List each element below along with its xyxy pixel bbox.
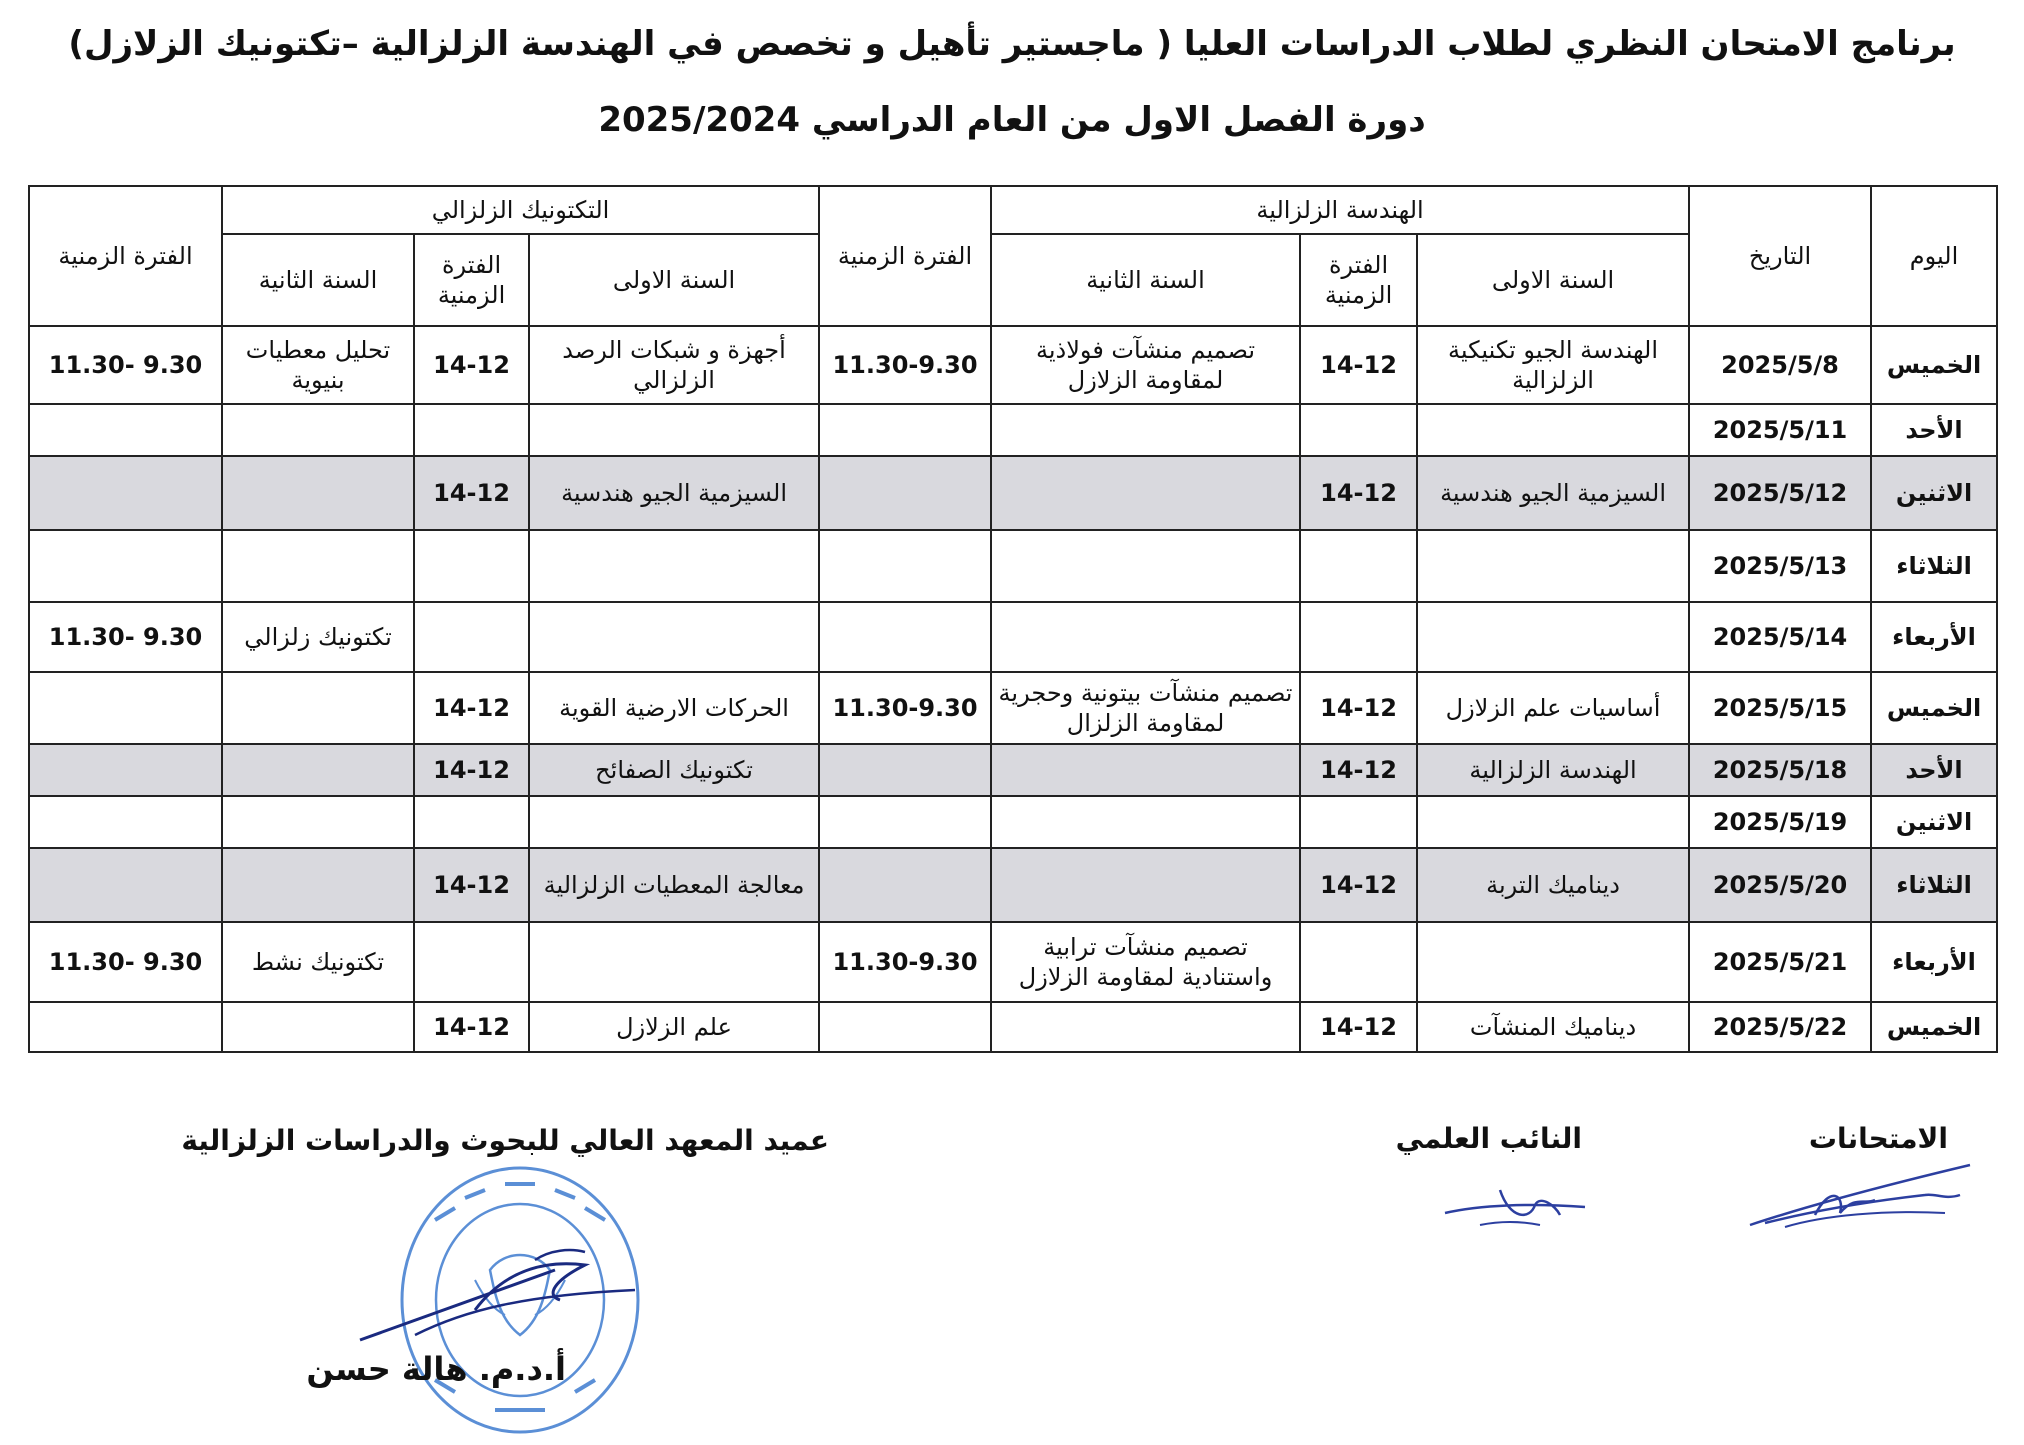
eng-year2-course <box>991 404 1300 456</box>
tect-year1-period: 14-12 <box>414 744 529 796</box>
header-day: اليوم <box>1871 186 1997 326</box>
tect-year2-period <box>29 796 222 848</box>
eng-year2-period: 11.30-9.30 <box>819 922 991 1002</box>
tect-year1-period <box>414 796 529 848</box>
table-row <box>29 456 1997 530</box>
eng-year1-course: السيزمية الجيو هندسية <box>1417 456 1689 530</box>
tect-year2-period <box>29 1002 222 1052</box>
exams-signature <box>1745 1155 1975 1235</box>
deputy-signature <box>1440 1175 1590 1235</box>
day-cell: الاثنين <box>1871 456 1997 530</box>
eng-year2-course <box>991 1002 1300 1052</box>
eng-year1-period <box>1300 922 1417 1002</box>
table-row <box>29 744 1997 796</box>
eng-year1-course: ديناميك المنشآت <box>1417 1002 1689 1052</box>
table-row <box>29 404 1997 456</box>
header-eng-year1: السنة الاولى <box>1417 234 1689 326</box>
tect-year1-course <box>529 530 819 602</box>
header-eng-year1-period: الفترة الزمنية <box>1300 234 1417 326</box>
tect-year2-course <box>222 404 414 456</box>
tect-year2-course <box>222 456 414 530</box>
eng-year2-period: 11.30-9.30 <box>819 672 991 744</box>
tect-year1-course: علم الزلازل <box>529 1002 819 1052</box>
tect-year1-period <box>414 404 529 456</box>
eng-year2-period <box>819 848 991 922</box>
header-tect-year1: السنة الاولى <box>529 234 819 326</box>
header-eng-year2-period: الفترة الزمنية <box>819 186 991 326</box>
table-row <box>29 922 1997 1002</box>
eng-year2-period <box>819 1002 991 1052</box>
day-cell: الخميس <box>1871 1002 1997 1052</box>
day-cell: الأربعاء <box>1871 602 1997 672</box>
tect-year2-period <box>29 672 222 744</box>
tect-year1-course: معالجة المعطيات الزلزالية <box>529 848 819 922</box>
eng-year2-course <box>991 796 1300 848</box>
day-cell: الثلاثاء <box>1871 848 1997 922</box>
day-cell: الثلاثاء <box>1871 530 1997 602</box>
date-cell: 2025/5/8 <box>1689 326 1871 404</box>
eng-year1-course <box>1417 796 1689 848</box>
table-row <box>29 602 1997 672</box>
eng-year1-course: الهندسة الجيو تكنيكية الزلزالية <box>1417 326 1689 404</box>
date-cell: 2025/5/19 <box>1689 796 1871 848</box>
eng-year2-course: تصميم منشآت فولاذية لمقاومة الزلازل <box>991 326 1300 404</box>
exams-signature-label: الامتحانات <box>1808 1122 1948 1155</box>
tect-year1-period: 14-12 <box>414 672 529 744</box>
eng-year2-period <box>819 744 991 796</box>
eng-year1-course <box>1417 922 1689 1002</box>
deputy-signature-label: النائب العلمي <box>1395 1122 1582 1155</box>
eng-year2-period <box>819 530 991 602</box>
eng-year1-period <box>1300 602 1417 672</box>
eng-year1-period <box>1300 530 1417 602</box>
eng-year2-period <box>819 404 991 456</box>
day-cell: الخميس <box>1871 672 1997 744</box>
dean-name: أ.د.م. هالة حسن <box>306 1350 566 1388</box>
eng-year1-course <box>1417 404 1689 456</box>
tect-year2-period: 9.30 -11.30 <box>29 602 222 672</box>
eng-year2-course <box>991 848 1300 922</box>
eng-year1-course <box>1417 530 1689 602</box>
eng-year2-course <box>991 456 1300 530</box>
tect-year1-period: 14-12 <box>414 1002 529 1052</box>
tect-year1-period: 14-12 <box>414 848 529 922</box>
eng-year1-period: 14-12 <box>1300 456 1417 530</box>
schedule-body <box>29 326 1997 1052</box>
table-row <box>29 1002 1997 1052</box>
eng-year1-period <box>1300 796 1417 848</box>
eng-year2-course: تصميم منشآت بيتونية وحجرية لمقاومة الزلزال <box>991 672 1300 744</box>
header-tect-year2: السنة الثانية <box>222 234 414 326</box>
tect-year2-period <box>29 530 222 602</box>
eng-year1-course <box>1417 602 1689 672</box>
tect-year2-course: تكتونيك زلزالي <box>222 602 414 672</box>
day-cell: الخميس <box>1871 326 1997 404</box>
tect-year1-course <box>529 922 819 1002</box>
date-cell: 2025/5/15 <box>1689 672 1871 744</box>
tect-year1-course: أجهزة و شبكات الرصد الزلزالي <box>529 326 819 404</box>
table-row <box>29 672 1997 744</box>
day-cell: الأحد <box>1871 404 1997 456</box>
tect-year2-course <box>222 848 414 922</box>
tect-year2-period <box>29 848 222 922</box>
tect-year1-period: 14-12 <box>414 326 529 404</box>
eng-year1-course: ديناميك التربة <box>1417 848 1689 922</box>
tect-year1-course <box>529 404 819 456</box>
tect-year2-period <box>29 404 222 456</box>
header-tect-year1-period: الفترة الزمنية <box>414 234 529 326</box>
date-cell: 2025/5/13 <box>1689 530 1871 602</box>
day-cell: الاثنين <box>1871 796 1997 848</box>
tect-year1-course <box>529 796 819 848</box>
eng-year1-period: 14-12 <box>1300 744 1417 796</box>
tect-year2-course <box>222 796 414 848</box>
exam-schedule-table <box>28 185 1998 1053</box>
header-tect-year2-period: الفترة الزمنية <box>29 186 222 326</box>
date-cell: 2025/5/14 <box>1689 602 1871 672</box>
tect-year2-course <box>222 672 414 744</box>
tect-year1-period <box>414 922 529 1002</box>
tect-year1-period <box>414 602 529 672</box>
eng-year1-period: 14-12 <box>1300 326 1417 404</box>
eng-year2-period <box>819 456 991 530</box>
tect-year1-period: 14-12 <box>414 456 529 530</box>
eng-year2-course <box>991 530 1300 602</box>
page-subtitle: دورة الفصل الاول من العام الدراسي 2025/2024 <box>598 100 1426 140</box>
tect-year1-course <box>529 602 819 672</box>
date-cell: 2025/5/21 <box>1689 922 1871 1002</box>
header-date: التاريخ <box>1689 186 1871 326</box>
tect-year2-period: 9.30 -11.30 <box>29 922 222 1002</box>
eng-year2-period <box>819 796 991 848</box>
page-title: برنامج الامتحان النظري لطلاب الدراسات العليا ( ماجستير تأهيل و تخصص في الهندسة الزلزالية –تكتونيك الزلازل) <box>68 24 1956 64</box>
tect-year2-course <box>222 530 414 602</box>
tect-year2-course <box>222 744 414 796</box>
eng-year1-course: أساسيات علم الزلازل <box>1417 672 1689 744</box>
day-cell: الأحد <box>1871 744 1997 796</box>
tect-year1-period <box>414 530 529 602</box>
tect-year1-course: الحركات الارضية القوية <box>529 672 819 744</box>
eng-year1-course: الهندسة الزلزالية <box>1417 744 1689 796</box>
header-earthquake-engineering: الهندسة الزلزالية <box>991 186 1689 234</box>
eng-year2-period: 11.30-9.30 <box>819 326 991 404</box>
date-cell: 2025/5/22 <box>1689 1002 1871 1052</box>
date-cell: 2025/5/20 <box>1689 848 1871 922</box>
tect-year2-period <box>29 744 222 796</box>
date-cell: 2025/5/11 <box>1689 404 1871 456</box>
table-row <box>29 530 1997 602</box>
header-eng-year2: السنة الثانية <box>991 234 1300 326</box>
eng-year1-period: 14-12 <box>1300 1002 1417 1052</box>
eng-year1-period <box>1300 404 1417 456</box>
tect-year2-course: تحليل معطيات بنيوية <box>222 326 414 404</box>
eng-year2-course: تصميم منشآت ترابية واستنادية لمقاومة الزلازل <box>991 922 1300 1002</box>
tect-year1-course: السيزمية الجيو هندسية <box>529 456 819 530</box>
eng-year2-course <box>991 744 1300 796</box>
table-row <box>29 848 1997 922</box>
date-cell: 2025/5/12 <box>1689 456 1871 530</box>
eng-year2-course <box>991 602 1300 672</box>
table-row <box>29 796 1997 848</box>
dean-signature-label: عميد المعهد العالي للبحوث والدراسات الزلزالية <box>181 1124 829 1157</box>
tect-year2-period: 9.30 -11.30 <box>29 326 222 404</box>
header-seismic-tectonics: التكتونيك الزلزالي <box>222 186 819 234</box>
eng-year1-period: 14-12 <box>1300 672 1417 744</box>
eng-year1-period: 14-12 <box>1300 848 1417 922</box>
tect-year2-period <box>29 456 222 530</box>
table-row <box>29 326 1997 404</box>
day-cell: الأربعاء <box>1871 922 1997 1002</box>
date-cell: 2025/5/18 <box>1689 744 1871 796</box>
tect-year1-course: تكتونيك الصفائح <box>529 744 819 796</box>
tect-year2-course <box>222 1002 414 1052</box>
eng-year2-period <box>819 602 991 672</box>
dean-signature <box>355 1240 655 1350</box>
tect-year2-course: تكتونيك نشط <box>222 922 414 1002</box>
